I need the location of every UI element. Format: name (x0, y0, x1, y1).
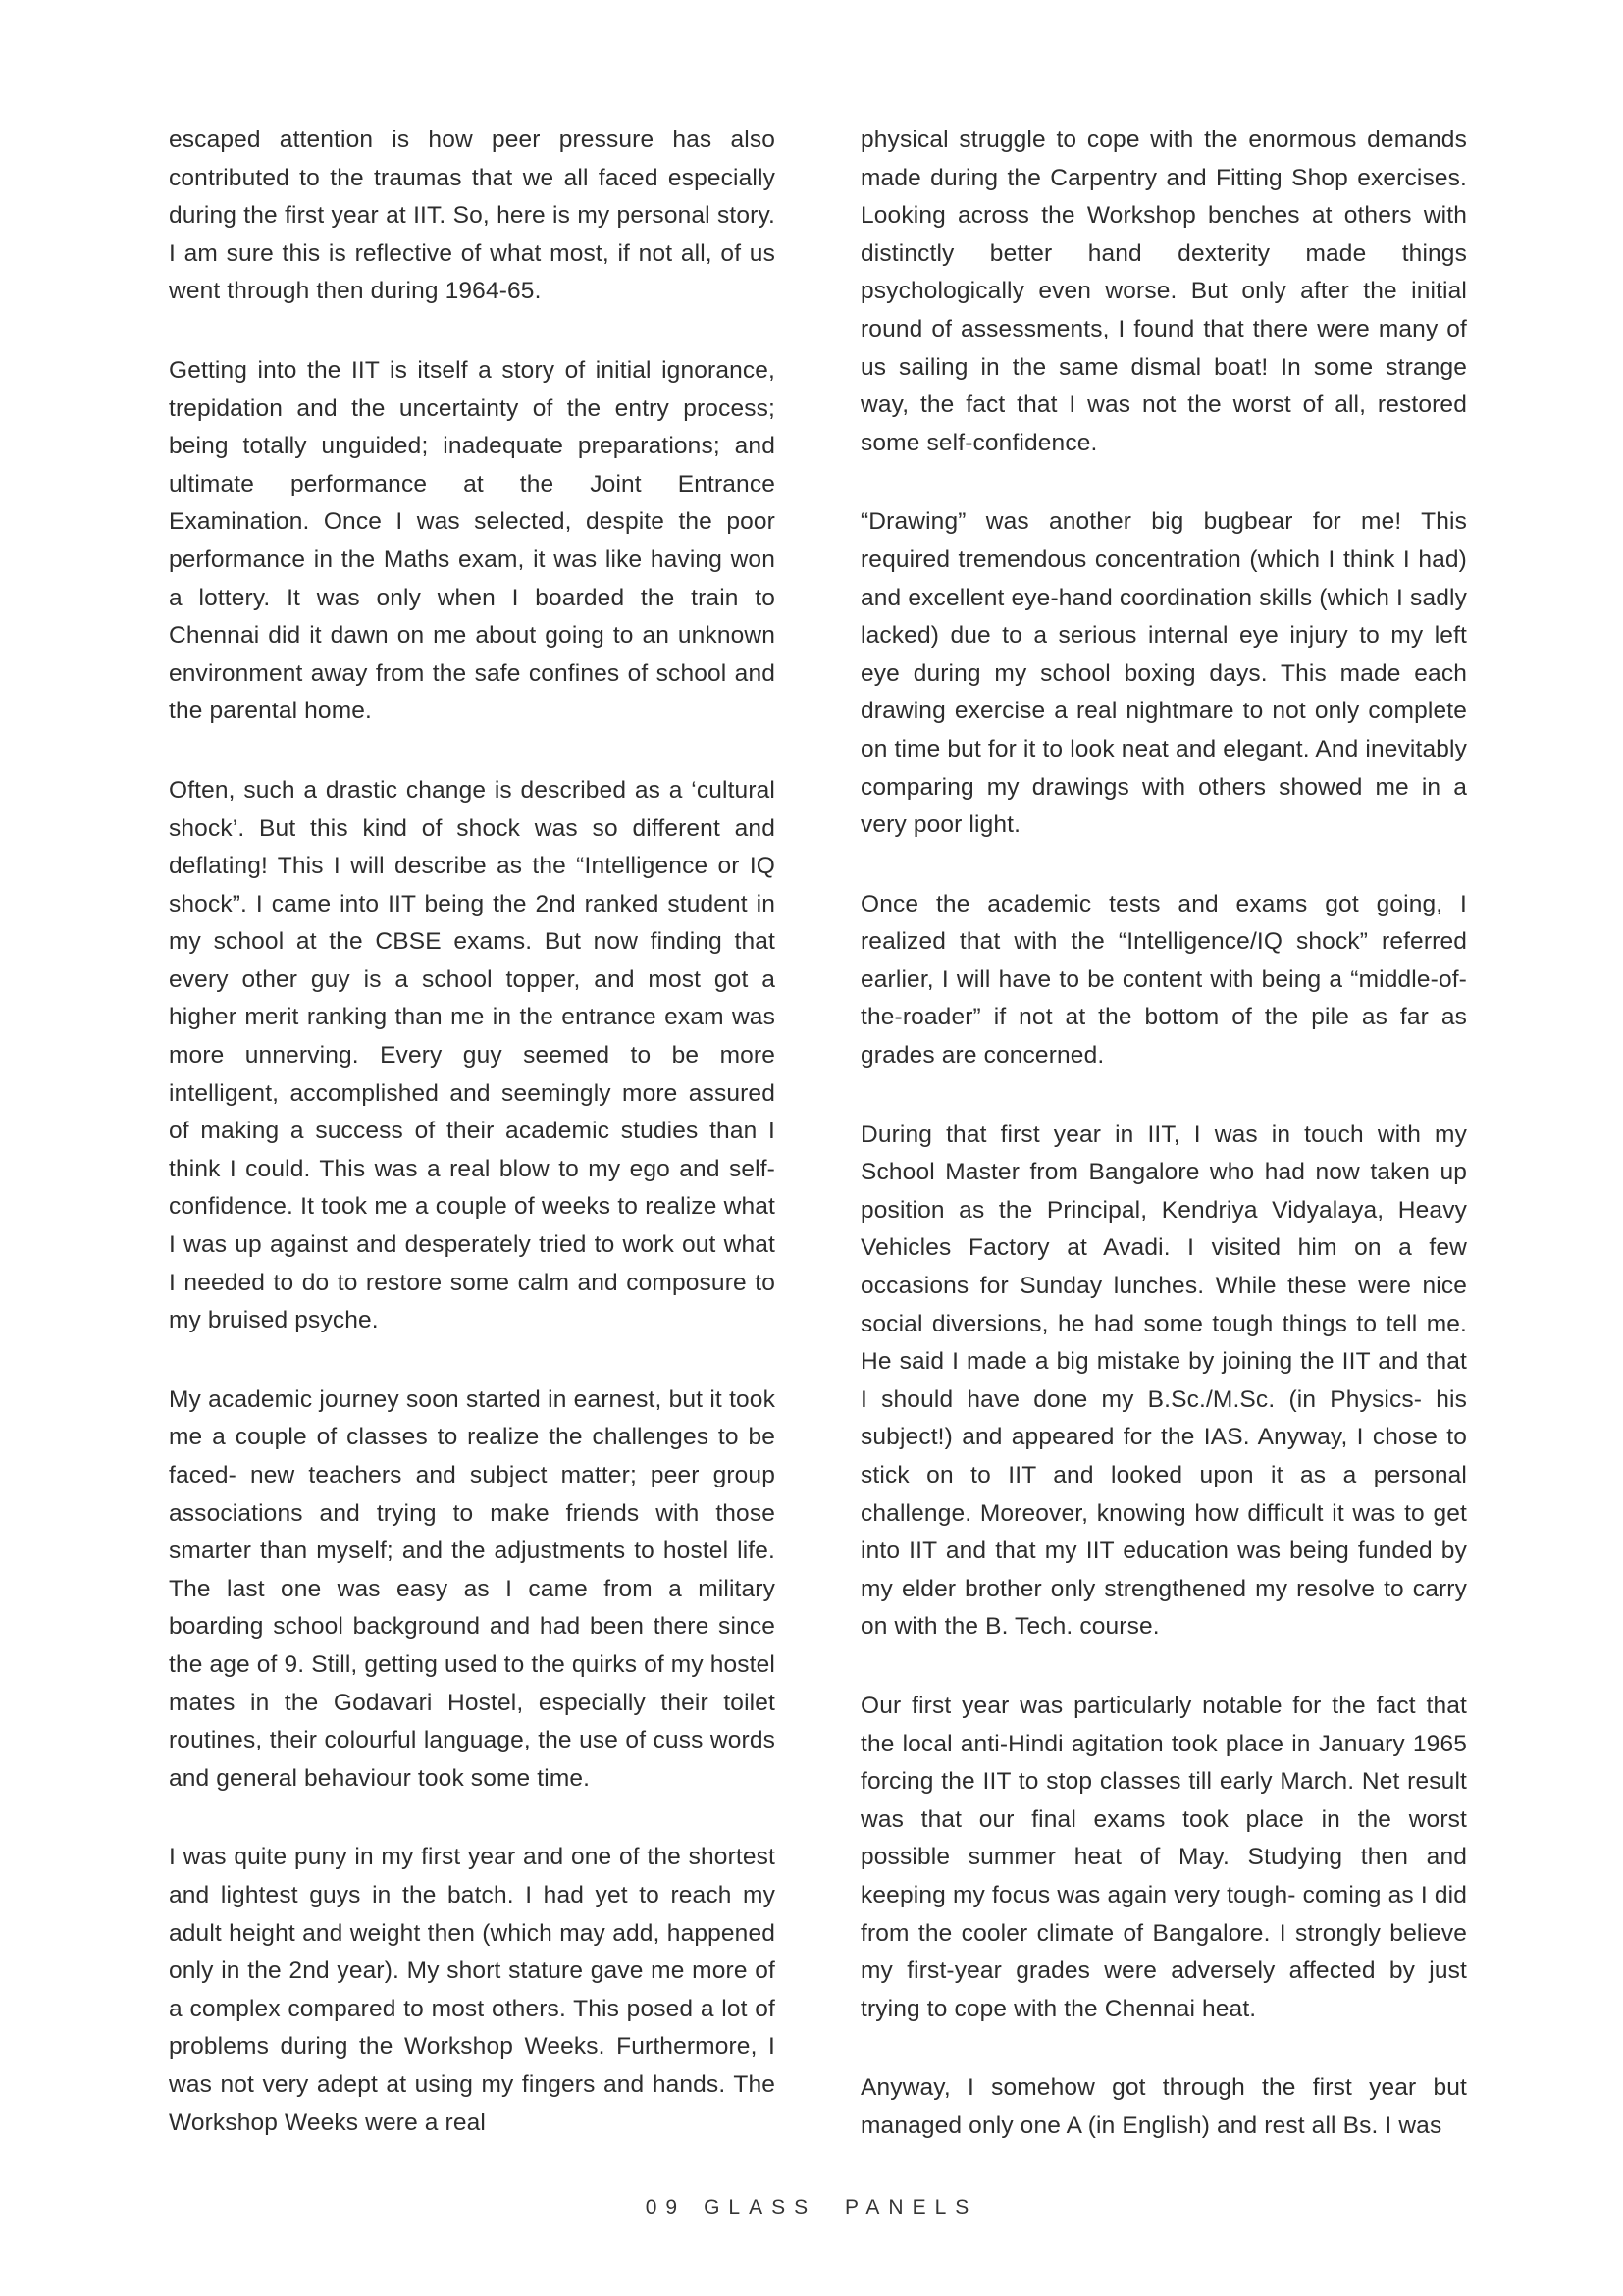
paragraph: Our first year was particularly notable for the fact that the local anti-Hindi agitation took place in January 1965 forcing the IIT to stop classes till early March. Net result was that our final exams took place in the worst possible summer heat of May. Studying then and keeping my focus was again very tough- coming as I did from the cooler climate of Bangalore. I strongly believe my first-year grades were adversely affected by just trying to cope with the Chennai heat. (861, 1692, 1467, 2022)
paragraph: “Drawing” was another big bugbear for me! This required tremendous concentration (which I think I had) and excellent eye-hand coordination skills (which I sadly lacked) due to a serious internal eye injury to my left eye during my school boxing days. This made each drawing exercise a real nightmare to not only complete on time but for it to look neat and elegant. And inevitably comparing my drawings with others showed me in a very poor light. (861, 508, 1467, 839)
page-footer (0, 2196, 1623, 2219)
paragraph: Getting into the IIT is itself a story of initial ignorance, trepidation and the uncertainty of the entry process; being totally unguided; inadequate preparations; and ultimate performance at the Joint Entrance Examination. Once I was selected, despite the poor performance in the Maths exam, it was like having won a lottery. It was only when I boarded the train to Chennai did it dawn on me about going to an unknown environment away from the safe confines of school and the parental home. (169, 356, 775, 725)
paragraph: Once the academic tests and exams got going, I realized that with the “Intelligence/IQ shock” referred earlier, I will have to be content with being a “middle-of-the-roader” if not at the bottom of the pile as far as grades are concerned. (861, 890, 1467, 1070)
paragraph: Often, such a drastic change is described as a ‘cultural shock’. But this kind of shock was so different and deflating! This I will describe as the “Intelligence or IQ shock”. I came into IIT being the 2nd ranked student in my school at the CBSE exams. But now finding that every other guy is a school topper, and most got a higher merit ranking than me in the entrance exam was more unnerving. Every guy seemed to be more intelligent, accomplished and seemingly more assured of making a success of their academic studies than I think I could. This was a real blow to my ego and self-confidence. It took me a couple of weeks to realize what I was up against and desperately tried to work out what I needed to do to restore some calm and composure to my bruised psyche. (169, 776, 775, 1334)
left-column (169, 122, 775, 2146)
page-number: 09 (645, 2196, 687, 2218)
right-column (861, 122, 1467, 2146)
paragraph: Anyway, I somehow got through the first year but managed only one A (in English) and rest all Bs. I was (861, 2074, 1467, 2139)
text-columns (169, 122, 1467, 2146)
chapter-title: GLASS PANELS (704, 2196, 978, 2218)
paragraph: I was quite puny in my first year and one of the shortest and lightest guys in the batch. I had yet to reach my adult height and weight then (which may add, happened only in the 2nd year). My short stature gave me more of a complex compared to most others. This posed a lot of problems during the Workshop Weeks. Furthermore, I was not very adept at using my fingers and hands. The Workshop Weeks were a real (169, 1844, 775, 2136)
paragraph: escaped attention is how peer pressure has also contributed to the traumas that we all faced especially during the first year at IIT. So, here is my personal story. I am sure this is reflective of what most, if not all, of us went through then during 1964-65. (169, 127, 775, 305)
paragraph: My academic journey soon started in earnest, but it took me a couple of classes to realize the challenges to be faced- new teachers and subject matter; peer group associations and trying to make friends with those smarter than myself; and the adjustments to hostel life. The last one was easy as I came from a military boarding school background and had been there since the age of 9. Still, getting used to the quirks of my hostel mates in the Godavari Hostel, especially their toilet routines, their colourful language, the use of cuss words and general behaviour took some time. (169, 1385, 775, 1792)
paragraph: During that first year in IIT, I was in touch with my School Master from Bangalore who had now taken up position as the Principal, Kendriya Vidyalaya, Heavy Vehicles Factory at Avadi. I visited him on a few occasions for Sunday lunches. While these were nice social diversions, he had some tough things to tell me. He said I made a big mistake by joining the IIT and that I should have done my B.Sc./M.Sc. (in Physics- his subject!) and appeared for the IAS. Anyway, I chose to stick on to IIT and looked upon it as a personal challenge. Moreover, knowing how difficult it was to get into IIT and that my IIT education was being funded by my elder brother only strengthened my resolve to carry on with the B. Tech. course. (861, 1121, 1467, 1641)
paragraph: physical struggle to cope with the enormous demands made during the Carpentry and Fitting Shop exercises. Looking across the Workshop benches at others with distinctly better hand dexterity made things psychologically even worse. But only after the initial round of assessments, I found that there were many of us sailing in the same dismal boat! In some strange way, the fact that I was not the worst of all, restored some self-confidence. (861, 127, 1467, 456)
